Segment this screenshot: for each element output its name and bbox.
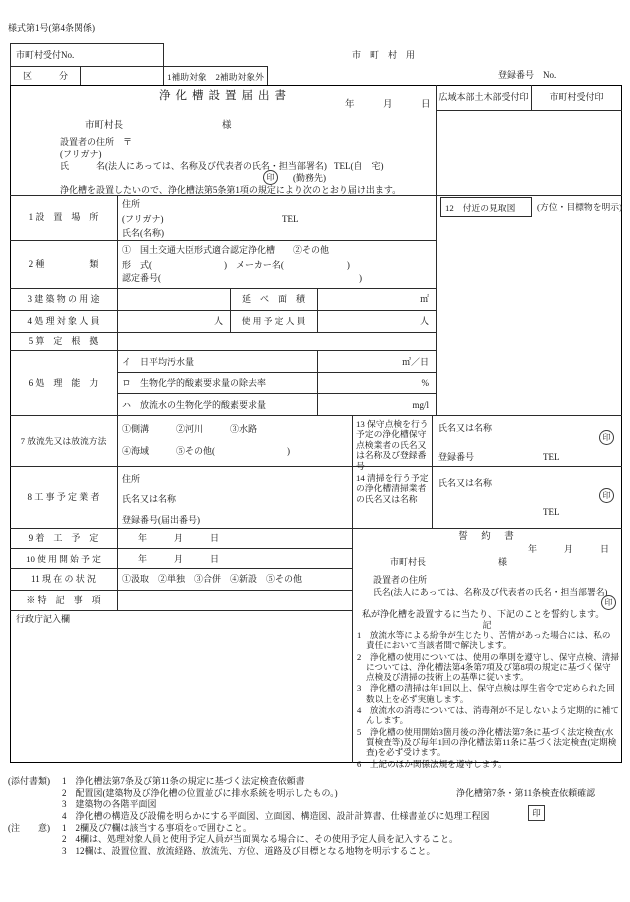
- row8-registration-label: 登録番号(届出番号): [122, 515, 200, 525]
- row10-date-placeholder: 年 月 日: [138, 554, 220, 564]
- tel-work-label: (勤務先): [293, 173, 326, 183]
- row5-label: 5 算 定 根 拠: [28, 336, 99, 346]
- row7-label: 7 放流先又は放流方法: [20, 436, 107, 446]
- grid-line: [10, 415, 622, 416]
- grid-line: [10, 332, 436, 333]
- box13-label: 13 保守点検を行う予定の浄化槽保守点検業者の氏名又は名称及び登録番号: [356, 419, 429, 471]
- category-value-cell: [80, 66, 164, 86]
- category-options-cell: [163, 66, 268, 86]
- grid-line: [10, 548, 353, 549]
- row7-discharge-options-2: ④海域 ⑤その他( ): [122, 446, 290, 456]
- grid-line: [10, 568, 353, 569]
- row2-model-maker: 形 式( ) メーカー名( ): [122, 260, 350, 270]
- row1-label: 1 設 置 場 所: [28, 212, 99, 222]
- attachment-item: 2 配置図(建築物及び浄化槽の位置並びに排水系統を明示したもの。): [62, 788, 338, 798]
- attachments-label: (添付書類): [8, 776, 50, 786]
- box13-tel-label: TEL: [543, 452, 560, 462]
- row3-unit: ㎡: [419, 294, 429, 304]
- receipt-no-label: 市町村受付No.: [16, 50, 75, 60]
- pledge-addressee-suffix: 様: [498, 557, 508, 567]
- form-title: 浄化槽設置届出書: [159, 90, 291, 102]
- form-date-line: 年 月 日: [345, 100, 431, 110]
- attachment-item: 4 浄化槽の構造及び設備を明らかにする平面図、立面図、構造図、設計計算書、仕様書並びに処理工程図: [62, 811, 490, 821]
- grid-line: [432, 415, 433, 528]
- attachment-item: 1 浄化槽法第7条及び第11条の規定に基づく法定検査依頼書: [62, 776, 305, 786]
- row3-label: 3 建 築 物 の 用 途: [27, 294, 100, 304]
- pledge-item: 3 浄化槽の清掃は年1回以上、保守点検は厚生省令で定められた回数以上を必ず実施します。: [357, 683, 615, 704]
- row6-item-b: ロ 生物化学的酸素要求量の除去率: [122, 378, 267, 388]
- grid-line: [436, 110, 622, 111]
- pledge-title: 誓 約 書: [458, 532, 516, 542]
- special-notes-label: ※ 特 記 事 項: [26, 595, 101, 605]
- category-options: 1補助対象 2補助対象外: [167, 72, 264, 82]
- row6-item-b-unit: %: [421, 378, 429, 388]
- grid-line: [10, 350, 436, 351]
- seal-icon: 印: [599, 430, 614, 445]
- admin-entry-label: 行政庁記入欄: [16, 614, 71, 624]
- furigana-label: (フリガナ): [60, 149, 102, 159]
- grid-line: [10, 590, 353, 591]
- row6-item-c: ハ 放流水の生物化学的酸素要求量: [122, 400, 267, 410]
- row6-label: 6 処 理 能 力: [28, 378, 99, 388]
- row1-tel-label: TEL: [282, 214, 299, 224]
- row9-date-placeholder: 年 月 日: [138, 533, 220, 543]
- pledge-item: 5 浄化槽の使用開始3箇月後の浄化槽法第7条に基づく法定検査(水質検査等)及び毎年1回の浄化槽法第11条に基づく法定検査(定期検査)を必ず受けます。: [357, 726, 617, 758]
- grid-line: [10, 610, 353, 611]
- row11-status-options: ①汲取 ②単独 ③合併 ④新設 ⑤その他: [122, 574, 303, 584]
- grid-line: [352, 415, 353, 763]
- pledge-item: 1 放流水等による紛争が生じたり、苦情があった場合には、私の責任において当該者間で解決します。: [357, 630, 611, 651]
- row1-address-label: 住所: [122, 199, 141, 209]
- box14-label: 14 清掃を行う予定の浄化槽清掃業者の氏名又は名称: [356, 473, 429, 504]
- pledge-item: 6 上記のほか関係法規を遵守します。: [357, 758, 507, 769]
- row8-name-label: 氏名又は名称: [122, 494, 177, 504]
- pledge-intro: 私が浄化槽を設置するに当たり、下記のことを誓約します。: [362, 609, 605, 619]
- installer-address-label: 設置者の住所 〒: [60, 137, 133, 147]
- box13-registration-label: 登録番号: [438, 452, 475, 462]
- pledge-items: [357, 630, 619, 770]
- seal-icon: 印: [263, 170, 278, 185]
- addressee-label: 市町村長: [85, 121, 124, 131]
- grid-line: [117, 195, 118, 610]
- receipt-no-box: [10, 43, 164, 67]
- row2-cert-number: 認定番号( ): [122, 273, 362, 283]
- box13-name-label: 氏名又は名称: [438, 423, 493, 433]
- grid-line: [10, 310, 436, 311]
- row8-address-label: 住所: [122, 474, 141, 484]
- attachment-item: 3 建築物の各階平面図: [62, 799, 157, 809]
- row4-unit-person2: 人: [419, 316, 429, 326]
- grid-line: [117, 372, 436, 373]
- row3-floor-area-label: 延 べ 面 積: [241, 294, 305, 304]
- seal-box-icon: 印: [528, 805, 545, 821]
- municipal-use-label: 市 町 村 用: [352, 50, 416, 60]
- row1-furigana-label: (フリガナ): [122, 214, 164, 224]
- box14-tel-label: TEL: [543, 507, 560, 517]
- note-item: 2 4欄は、処理対象人員と使用予定人員が当面異なる場合に、その使用予定人員を記入すること。: [62, 834, 459, 844]
- row6-item-a: イ 日平均汚水量: [122, 357, 195, 367]
- stamp-header-municipal: 市町村受付印: [549, 92, 604, 102]
- seal-icon: 印: [601, 595, 616, 610]
- intro-sentence: 浄化槽を設置したいので、浄化槽法第5条第1項の規定により次のとおり届け出ます。: [60, 185, 402, 195]
- grid-line: [10, 466, 622, 467]
- category-label-cell: [10, 66, 81, 86]
- row11-label: 11 現 在 の 状 況: [31, 574, 96, 584]
- row4-planned-users-label: 使 用 予 定 人 員: [241, 316, 306, 326]
- row1-name-label: 氏名(名称): [122, 228, 164, 238]
- stamp-header-prefecture: 広域本部土木部受付印: [438, 92, 529, 102]
- row9-label: 9 着 工 予 定: [28, 533, 99, 543]
- box14-name-label: 氏名又は名称: [438, 478, 493, 488]
- row2-type-options: ① 国土交通大臣形式適合認定浄化槽 ②その他: [122, 245, 330, 255]
- grid-line: [436, 85, 437, 415]
- notes-label: (注 意): [8, 823, 50, 833]
- row4-label: 4 処 理 対 象 人 員: [27, 316, 100, 326]
- pledge-address-label: 設置者の住所: [373, 575, 428, 585]
- pledge-addressee: 市町村長: [390, 557, 427, 567]
- installer-name-label: 氏 名(法人にあっては、名称及び代表者の氏名・担当部署名): [60, 161, 327, 171]
- inspection-confirm-note: 浄化槽第7条・第11条検査依頼確認: [456, 788, 596, 798]
- row6-item-c-unit: mg/l: [412, 400, 429, 410]
- form-number: 様式第1号(第4条関係): [8, 23, 95, 33]
- row4-unit-person1: 人: [213, 316, 223, 326]
- pledge-name-label: 氏名(法人にあっては、名称及び代表者の氏名・担当部署名): [373, 587, 608, 597]
- registration-no-label: 登録番号 No.: [498, 70, 557, 80]
- grid-line: [10, 240, 436, 241]
- map-box-label-border: [440, 197, 532, 217]
- seal-icon: 印: [599, 488, 614, 503]
- note-item: 3 12欄は、設置位置、放流経路、放流先、方位、道路及び目標となる地物を明示すること。: [62, 846, 436, 856]
- row7-discharge-options-1: ①側溝 ②河川 ③水路: [122, 424, 258, 434]
- map-box-hint: (方位・目標物を明示): [537, 202, 623, 212]
- row8-label: 8 工 事 予 定 業 者: [27, 492, 100, 502]
- grid-line: [10, 288, 436, 289]
- pledge-item: 4 放流水の消毒については、消毒剤が不足しないよう定期的に補てんします。: [357, 705, 619, 726]
- map-box-label: 12 付近の見取図: [445, 203, 516, 213]
- category-label: 区 分: [22, 71, 68, 81]
- pledge-date-line: 年 月 日: [528, 544, 610, 554]
- addressee-suffix: 様: [222, 121, 232, 131]
- row2-label: 2 種 類: [28, 259, 99, 269]
- pledge-item: 2 浄化槽の使用については、使用の準則を遵守し、保守点検、清掃については、浄化槽法第4条第7項及び第8項の規定に基づく保守点検及び清掃の技術上の基準に従います。: [357, 651, 619, 683]
- grid-line: [117, 393, 436, 394]
- grid-line: [10, 528, 622, 529]
- note-item: 1 2欄及び7欄は該当する事項を○で囲むこと。: [62, 823, 252, 833]
- row10-label: 10 使 用 開 始 予 定: [26, 554, 101, 564]
- tel-home-label: TEL(自 宅): [334, 161, 384, 171]
- pledge-ki: 記: [482, 620, 492, 630]
- grid-line: [10, 195, 622, 196]
- row6-item-a-unit: ㎥／日: [401, 357, 429, 367]
